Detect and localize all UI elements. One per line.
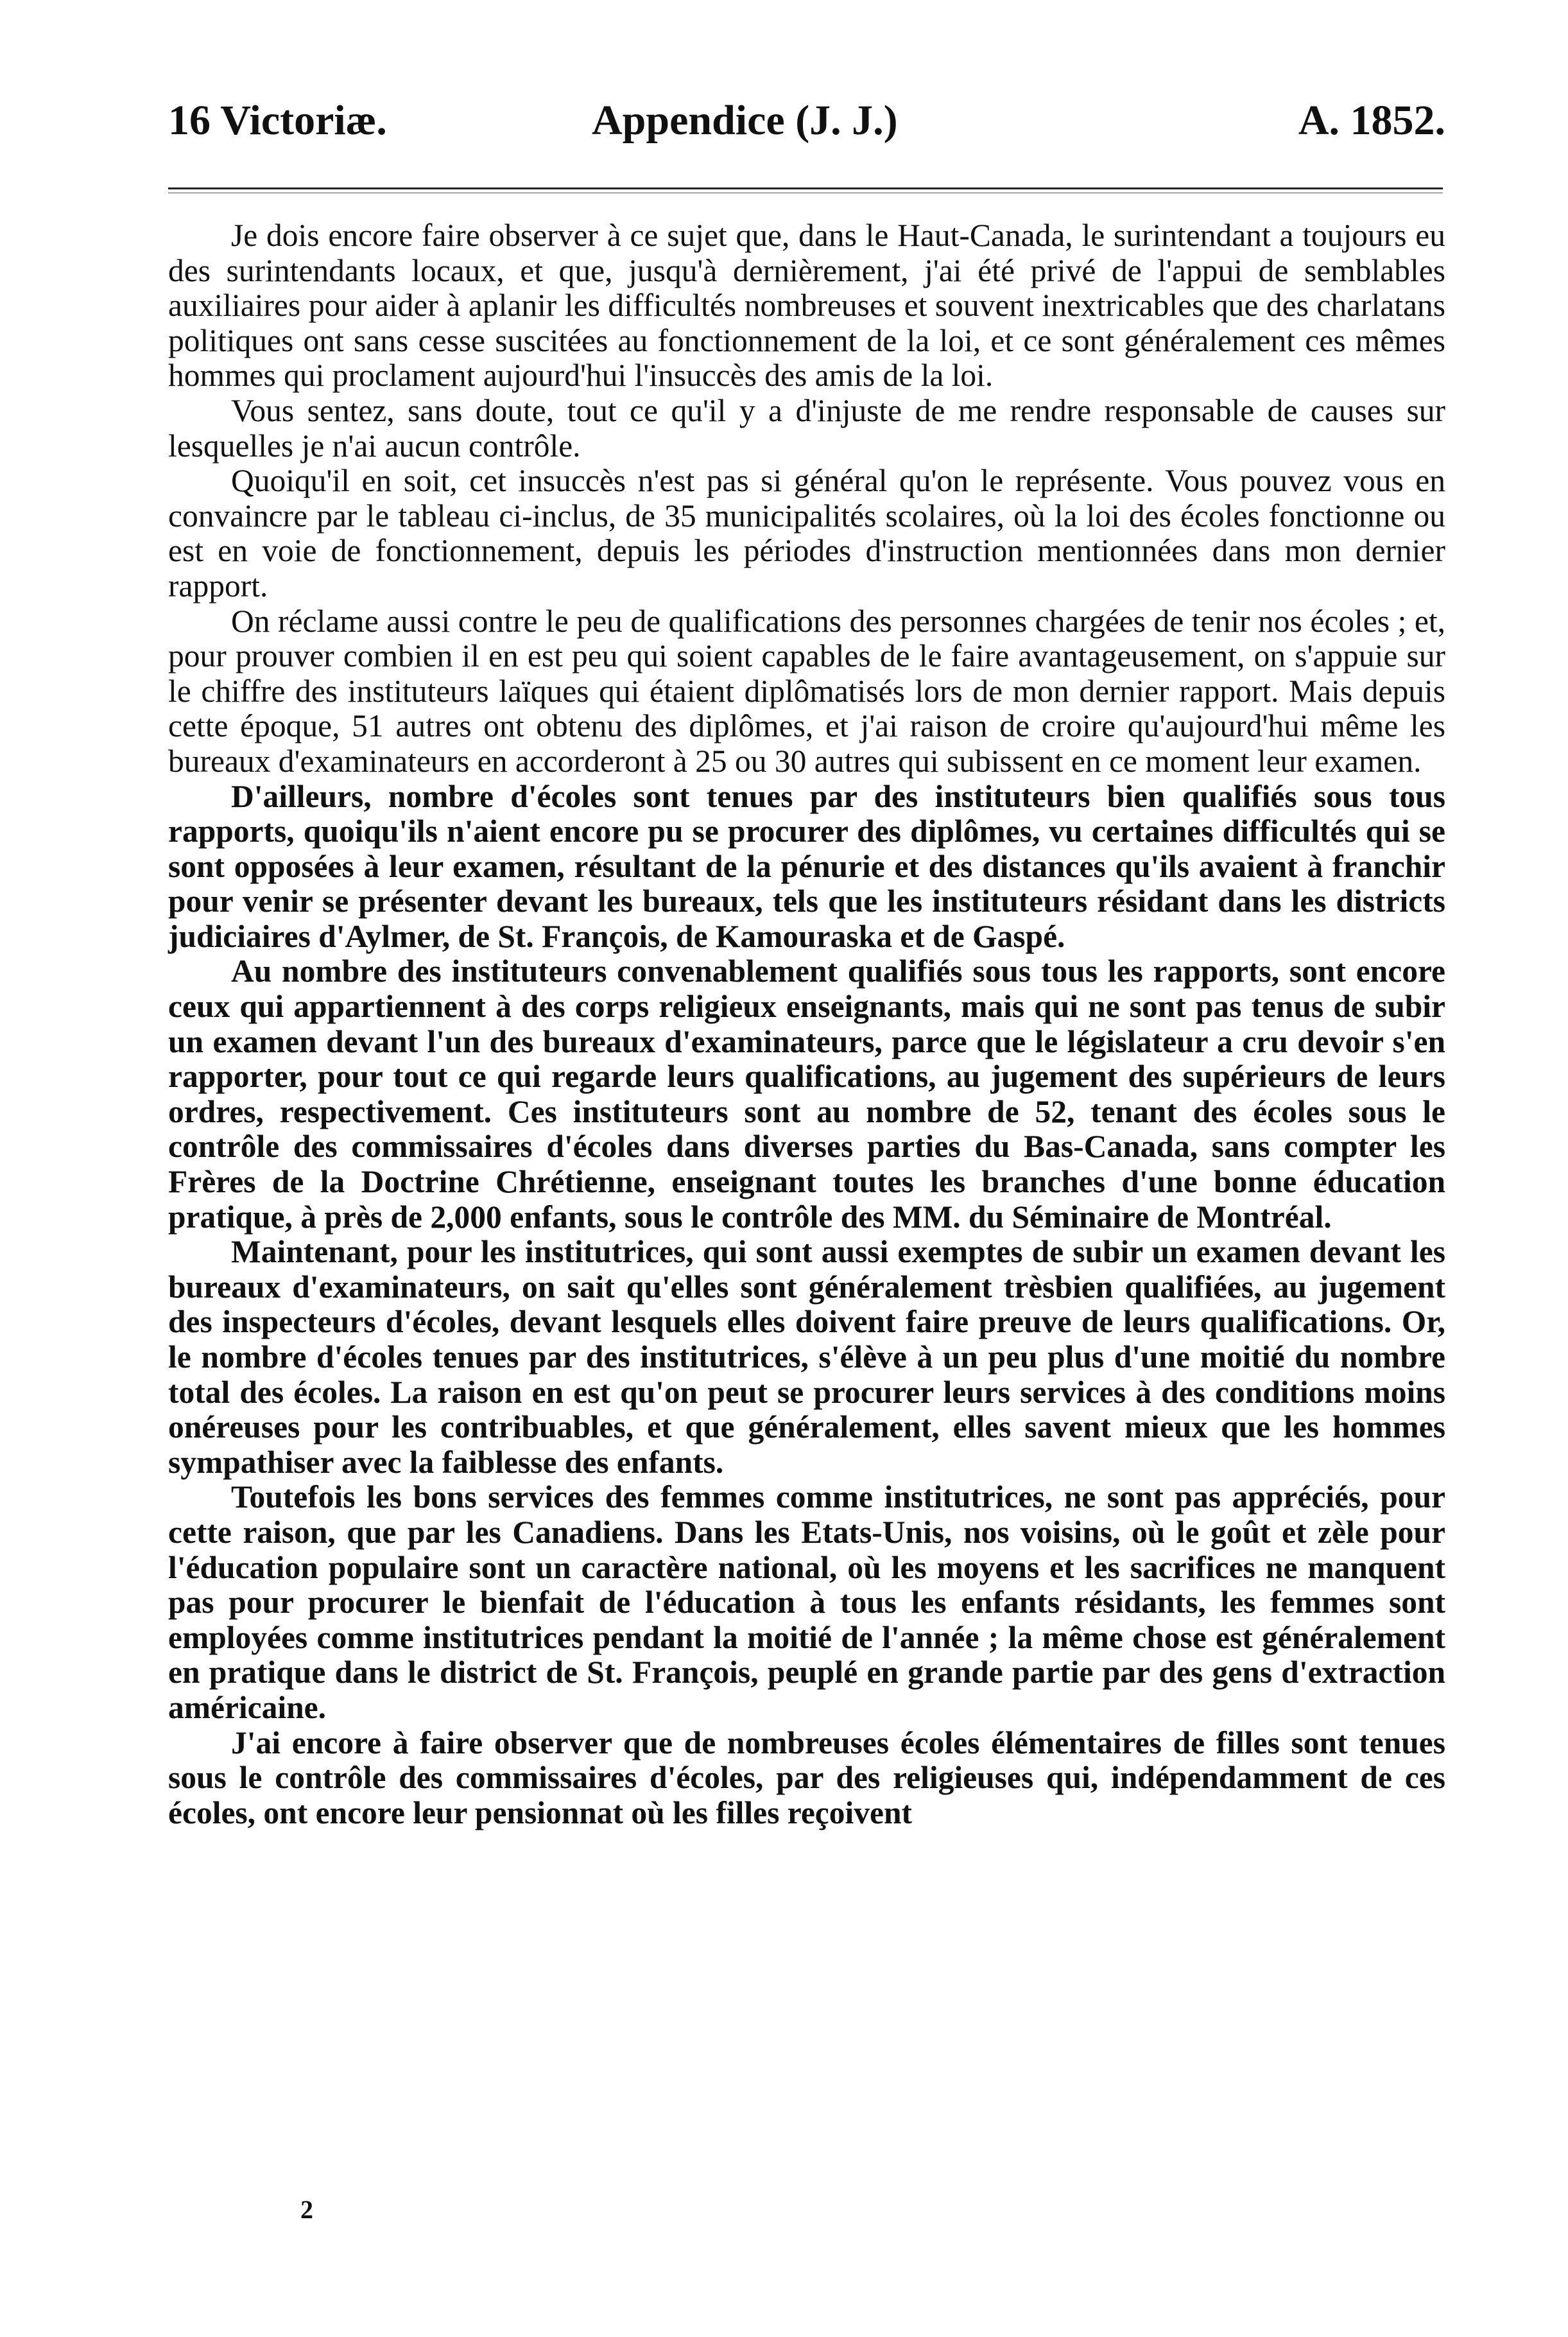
header-volume: 16 Victoriæ. [168, 97, 387, 144]
running-header [168, 96, 1445, 154]
body-text [168, 218, 1445, 1830]
header-year: A. 1852. [1298, 97, 1445, 144]
paragraph: Au nombre des instituteurs convenablement qualifiés sous tous les rapports, sont encore ceux qui appartiennent à des corps religieux enseignants, mais qui ne sont pas tenus de subir un examen devant l'un des bureaux d'examinateurs, parce que le législateur a cru devoir s'en rapporter, pour tout ce qui regarde leurs qualifications, au jugement des supérieurs de leurs ordres, respectivement. Ces instituteurs sont au nombre de 52, tenant des écoles sous le contrôle des commissaires d'écoles dans diverses parties du Bas-Canada, sans compter les Frères de la Doctrine Chrétienne, enseignant toutes les branches d'une bonne éducation pratique, à près de 2,000 enfants, sous le contrôle des MM. du Séminaire de Montréal. [168, 953, 1445, 1235]
paragraph: D'ailleurs, nombre d'écoles sont tenues par des instituteurs bien qualifiés sous tous rapports, quoiqu'ils n'aient encore pu se procurer des diplômes, vu certaines difficultés qui se sont opposées à leur examen, résultant de la pénurie et des distances qu'ils avaient à franchir pour venir se présenter devant les bureaux, tels que les instituteurs résidant dans les districts judiciaires d'Aylmer, de St. François, de Kamouraska et de Gaspé. [168, 778, 1445, 954]
signature-mark: 2 [300, 2195, 313, 2224]
paragraph: Quoiqu'il en soit, cet insuccès n'est pas si général qu'on le représente. Vous pouvez vous en convaincre par le tableau ci-inclus, de 35 municipalités scolaires, où la loi des écoles fonctionne ou est en voie de fonctionnement, depuis les périodes d'instruction mentionnées dans mon dernier rapport. [168, 463, 1445, 604]
paragraph: Vous sentez, sans doute, tout ce qu'il y a d'injuste de me rendre responsable de causes sur lesquelles je n'ai aucun contrôle. [168, 392, 1445, 464]
paragraph: J'ai encore à faire observer que de nombreuses écoles élémentaires de filles sont tenues sous le contrôle des commissaires d'écoles, par des religieuses qui, indépendamment de ces écoles, ont encore leur pensionnat où les filles reçoivent [168, 1725, 1445, 1830]
paragraph: Toutefois les bons services des femmes comme institutrices, ne sont pas appréciés, pour cette raison, que par les Canadiens. Dans les Etats-Unis, nos voisins, où le goût et zèle pour l'éducation populaire sont un caractère national, où les moyens et les sacrifices ne manquent pas pour procurer le bienfait de l'éducation à tous les enfants résidants, les femmes sont employées comme institutrices pendant la moitié de l'année ; la même chose est généralement en pratique dans le district de St. François, peuplé en grande partie par des gens d'extraction américaine. [168, 1479, 1445, 1725]
paragraph: On réclame aussi contre le peu de qualifications des personnes chargées de tenir nos écoles ; et, pour prouver combien il en est peu qui soient capables de le faire avantageusement, on s'appuie sur le chiffre des instituteurs laïques qui étaient diplômatisés lors de mon dernier rapport. Mais depuis cette époque, 51 autres ont obtenu des diplômes, et j'ai raison de croire qu'aujourd'hui même les bureaux d'examinateurs en accorderont à 25 ou 30 autres qui subissent en ce moment leur examen. [168, 603, 1445, 779]
paragraph: Maintenant, pour les institutrices, qui sont aussi exemptes de subir un examen devant les bureaux d'examinateurs, on sait qu'elles sont généralement trèsbien qualifiées, au jugement des inspecteurs d'écoles, devant lesquels elles doivent faire preuve de leurs qualifications. Or, le nombre d'écoles tenues par des institutrices, s'élève à un peu plus d'une moitié du nombre total des écoles. La raison en est qu'on peut se procurer leurs services à des conditions moins onéreuses pour les contribuables, et que généralement, elles savent mieux que les hommes sympathiser avec la faiblesse des enfants. [168, 1234, 1445, 1480]
header-rule [168, 187, 1443, 189]
paragraph: Je dois encore faire observer à ce sujet que, dans le Haut-Canada, le surintendant a toujours eu des surintendants locaux, et que, jusqu'à dernièrement, j'ai été privé de l'appui de semblables auxiliaires pour aider à aplanir les difficultés nombreuses et souvent inextricables que des charlatans politiques ont sans cesse suscitées au fonctionnement de la loi, et ce sont généralement ces mêmes hommes qui proclament aujourd'hui l'insuccès des amis de la loi. [168, 218, 1445, 394]
header-appendix: Appendice (J. J.) [592, 97, 898, 144]
